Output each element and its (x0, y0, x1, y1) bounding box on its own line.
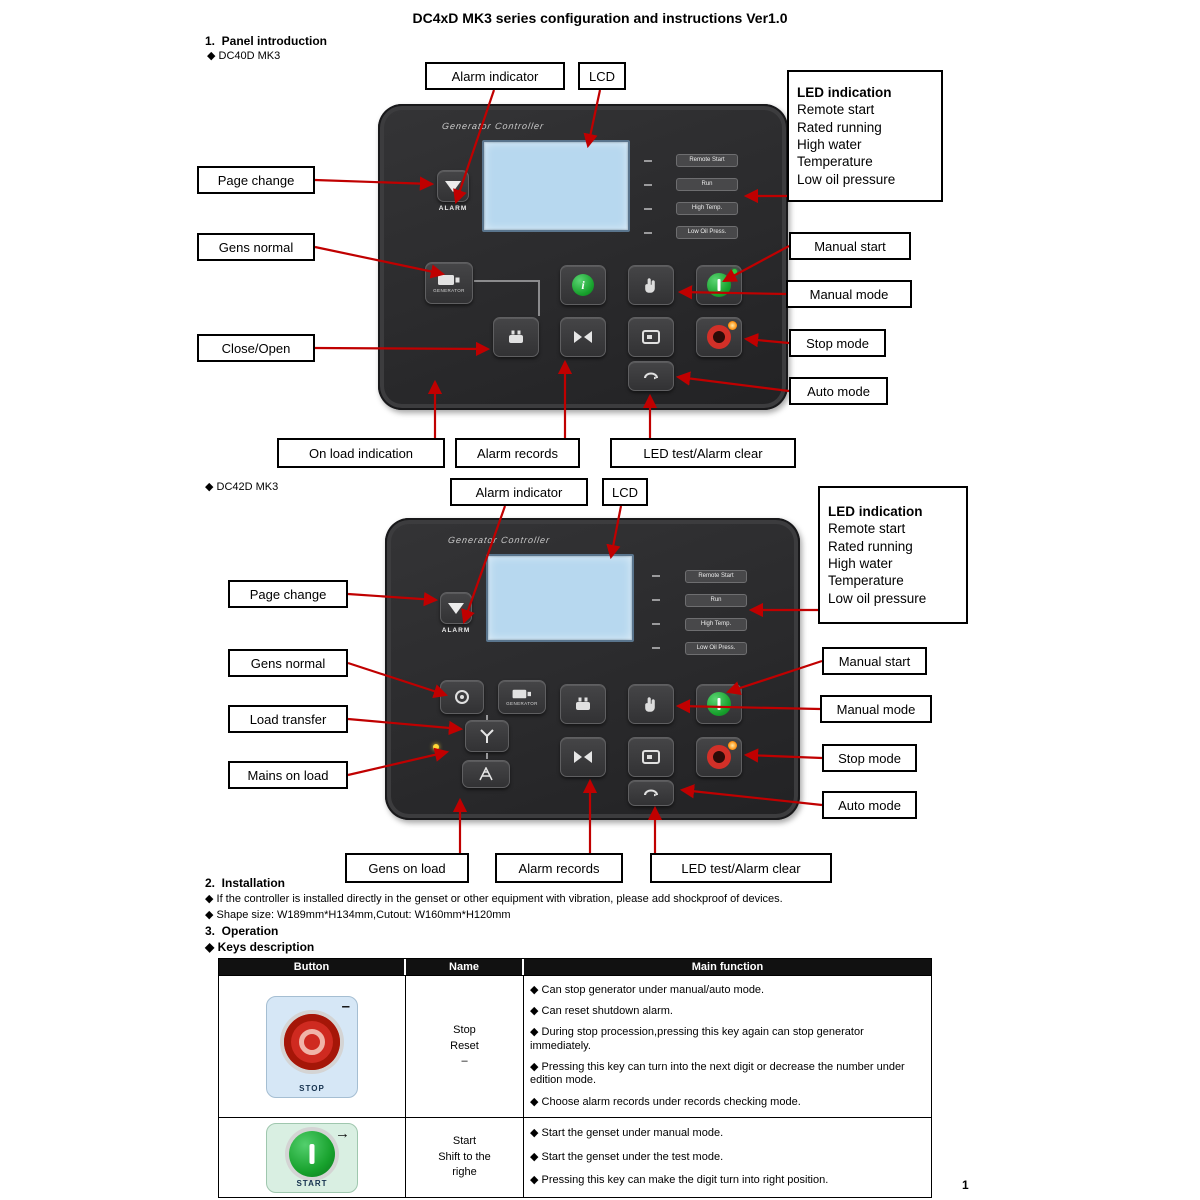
manual-mode-key (628, 265, 674, 305)
manual-mode-key (628, 684, 674, 724)
callout-on-load-indication: On load indication (277, 438, 445, 468)
callout-alarm-records-1: Alarm records (455, 438, 580, 468)
key-name-line: Reset (450, 1039, 479, 1052)
green-led-dot (732, 269, 737, 274)
led-indication-title: LED indication (828, 504, 923, 520)
down-arrow-icon (448, 603, 464, 614)
start-caption: START (296, 1178, 328, 1188)
callout-mains-on-load: Mains on load (228, 761, 348, 789)
callout-stop-mode-2: Stop mode (822, 744, 917, 772)
green-led-dot (732, 688, 737, 693)
page-change-key (437, 170, 469, 202)
start-icon (707, 692, 731, 716)
stop-icon (707, 325, 731, 349)
mains-key (462, 760, 510, 788)
stop-mode-key (696, 737, 742, 777)
transfer-switch-icon (478, 728, 496, 744)
led-line: Rated running (797, 119, 882, 135)
led-dash (644, 184, 652, 186)
auto-icon (643, 787, 659, 799)
auto-mode-key (628, 780, 674, 806)
callout-manual-start-2: Manual start (822, 647, 927, 675)
callout-led-indication-1 (787, 70, 943, 202)
led-tag-high-temp: High Temp. (685, 618, 747, 631)
generator-icon (511, 688, 533, 700)
doc-title: DC4xD MK3 series configuration and instructions Ver1.0 (412, 10, 788, 26)
led-test-key (628, 317, 674, 357)
led-tag-run: Run (676, 178, 738, 191)
callout-led-indication-2 (818, 486, 968, 624)
installation-bullet: ◆ If the controller is installed directly in the genset or other equipment with vibration, please add shockproof of devices. (205, 893, 783, 905)
page-change-key (440, 592, 472, 624)
bowtie-icon (573, 330, 593, 344)
info-icon: i (572, 274, 594, 296)
led-line: High water (797, 137, 862, 152)
bowtie-icon (573, 750, 593, 764)
alarm-records-key (560, 737, 606, 777)
key-name-line: Shift to the (438, 1150, 491, 1163)
callout-alarm-records-2: Alarm records (495, 853, 623, 883)
alarm-records-key (560, 317, 606, 357)
gens-normal-key (498, 680, 546, 714)
function-item: ◆ Start the genset under manual mode. (530, 1126, 724, 1139)
load-transfer-key (465, 720, 509, 752)
callout-lcd-1: LCD (578, 62, 626, 90)
callout-close-open-1: Close/Open (197, 334, 315, 362)
callout-page-change-1: Page change (197, 166, 315, 194)
led-dash (644, 232, 652, 234)
info-key (560, 265, 606, 305)
manual-start-key (696, 684, 742, 724)
section2-heading: 2. Installation (205, 876, 286, 890)
col-header-main-function: Main function (524, 959, 931, 975)
callout-manual-start-1: Manual start (789, 232, 911, 260)
callout-manual-mode-1: Manual mode (786, 280, 912, 308)
alarm-led-label: ALARM (441, 627, 471, 634)
breaker-icon (507, 329, 525, 345)
key-name-line: Start (452, 1135, 477, 1148)
led-dash (652, 623, 660, 625)
start-key-image (266, 1123, 358, 1193)
led-dash (644, 208, 652, 210)
function-item: ◆ Start the genset under the test mode. (530, 1150, 724, 1163)
start-name-cell (406, 1117, 524, 1197)
section3-heading: 3. Operation (205, 924, 279, 938)
callout-gens-normal-2: Gens normal (228, 649, 348, 677)
device-brand-text: Generator Controller (441, 121, 545, 131)
mimic-bracket (474, 280, 540, 316)
stop-function-cell (524, 975, 931, 1117)
led-line: Rated running (828, 538, 913, 554)
led-dash (652, 647, 660, 649)
page-number: 1 (962, 1178, 969, 1192)
stop-caption: STOP (299, 1083, 325, 1093)
breaker-icon (574, 696, 592, 712)
installation-section (205, 876, 980, 956)
led-line: Remote start (828, 521, 906, 537)
glow-led-dot (728, 321, 737, 330)
function-item: ◆ Pressing this key can make the digit turn into right position. (530, 1174, 829, 1187)
gens-status-key (440, 680, 484, 714)
led-tag-run: Run (685, 594, 747, 607)
section1-heading: 1. Panel introduction (205, 34, 328, 48)
led-tag-high-temp: High Temp. (676, 202, 738, 215)
callout-led-test-2: LED test/Alarm clear (650, 853, 832, 883)
auto-mode-key (628, 361, 674, 391)
callout-auto-mode-2: Auto mode (822, 791, 917, 819)
stop-mode-key (696, 317, 742, 357)
engine-icon (454, 689, 470, 705)
function-item: ◆ Can stop generator under manual/auto mode. (530, 983, 765, 996)
callout-auto-mode-1: Auto mode (789, 377, 888, 405)
shape-size-bullet: ◆ Shape size: W189mm*H134mm,Cutout: W160mm*H120mm (205, 909, 511, 921)
function-item: ◆ Choose alarm records under records checking mode. (530, 1095, 801, 1108)
stop-button-cell (219, 975, 406, 1117)
led-test-key (628, 737, 674, 777)
led-indication-title: LED indication (797, 85, 892, 101)
keys-description-heading: ◆ Keys description (205, 940, 315, 954)
led-line: Low oil pressure (828, 590, 927, 606)
led-test-icon (642, 750, 660, 764)
callout-gens-on-load: Gens on load (345, 853, 469, 883)
mimic-line (486, 753, 488, 759)
led-dash (652, 575, 660, 577)
controller-dc40d (378, 104, 788, 410)
hand-icon (644, 696, 659, 713)
key-name-line: – (461, 1055, 468, 1068)
led-line: Temperature (828, 573, 904, 589)
callout-page-change-2: Page change (228, 580, 348, 608)
generator-key-label: GENERATOR (433, 288, 465, 293)
lcd-screen (482, 140, 630, 232)
key-name-line: righe (452, 1166, 477, 1179)
led-line: High water (828, 556, 893, 571)
lcd-screen (486, 554, 634, 642)
led-dash (644, 160, 652, 162)
close-open-key (560, 684, 606, 724)
close-open-key (493, 317, 539, 357)
stop-key-image (266, 996, 358, 1098)
minus-symbol: – (341, 997, 350, 1015)
generator-key-label: GENERATOR (506, 701, 538, 706)
gens-normal-key (425, 262, 473, 304)
col-header-name: Name (406, 959, 524, 975)
callout-lcd-2: LCD (602, 478, 648, 506)
led-tag-remote-start: Remote Start (676, 154, 738, 167)
led-tag-remote-start: Remote Start (685, 570, 747, 583)
col-header-button: Button (219, 959, 406, 975)
led-line: Low oil pressure (797, 171, 896, 187)
hand-icon (644, 277, 659, 294)
device-brand-text: Generator Controller (447, 535, 551, 545)
callout-alarm-indicator-1: Alarm indicator (425, 62, 565, 90)
start-icon (707, 273, 731, 297)
callout-gens-normal-1: Gens normal (197, 233, 315, 261)
mains-pylon-icon (476, 767, 496, 781)
led-dash (652, 599, 660, 601)
start-button-cell (219, 1117, 406, 1197)
callout-alarm-indicator-2: Alarm indicator (450, 478, 588, 506)
function-item: ◆ During stop procession,pressing this key again can stop generator immediately. (530, 1025, 864, 1052)
callout-load-transfer: Load transfer (228, 705, 348, 733)
function-item: ◆ Can reset shutdown alarm. (530, 1004, 673, 1017)
alarm-led-label: ALARM (438, 205, 468, 212)
auto-icon (643, 370, 659, 382)
glow-led-dot (728, 741, 737, 750)
stop-name-cell (406, 975, 524, 1117)
led-line: Remote start (797, 102, 875, 118)
key-name-line: Stop (453, 1024, 476, 1037)
led-test-icon (642, 330, 660, 344)
controller-dc42d (385, 518, 800, 820)
led-tag-low-oil: Low Oil Press. (676, 226, 738, 239)
function-item: ◆ Pressing this key can turn into the next digit or decrease the number under edition mode. (530, 1060, 905, 1087)
led-line: Temperature (797, 154, 873, 170)
generator-icon (437, 273, 461, 287)
arrow-right-symbol: → (335, 1124, 350, 1142)
yellow-led-dot (433, 744, 439, 750)
callout-led-test-1: LED test/Alarm clear (610, 438, 796, 468)
stop-icon (284, 1014, 340, 1070)
start-function-cell (524, 1117, 931, 1197)
start-icon (289, 1131, 335, 1177)
down-arrow-icon (445, 181, 461, 192)
callout-manual-mode-2: Manual mode (820, 695, 932, 723)
model-dc42d: ◆ DC42D MK3 (205, 481, 279, 493)
stop-icon (707, 745, 731, 769)
callout-stop-mode-1: Stop mode (789, 329, 886, 357)
keys-table (218, 958, 932, 1198)
model-dc40d: ◆ DC40D MK3 (207, 50, 281, 62)
manual-start-key (696, 265, 742, 305)
led-tag-low-oil: Low Oil Press. (685, 642, 747, 655)
